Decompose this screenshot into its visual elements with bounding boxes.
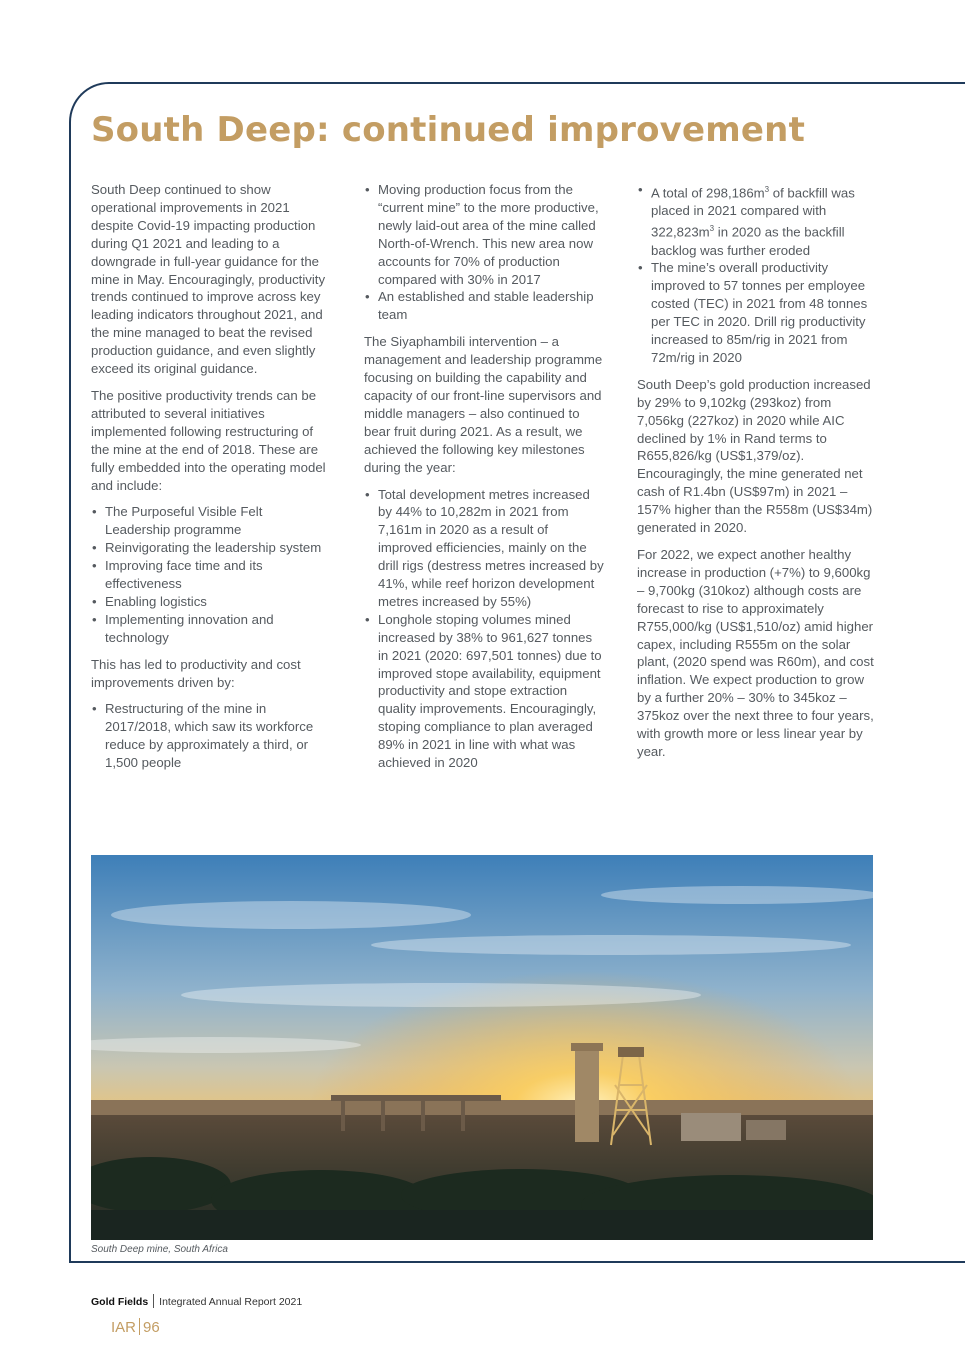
list-item: • An established and stable leadership team: [364, 288, 604, 324]
paragraph: South Deep’s gold production increased by 29% to 9,102kg (293koz) from 7,056kg (227koz) in 2020 while AIC declined by 1% in Rand terms to R655,826/kg (US$1,379/oz). Encouragingly, the mine generated net cash of R1.4bn (US$97m) in 2021 – 157% higher than the R558m (US$34m) generated in 2020.: [637, 376, 873, 536]
page-title: South Deep: continued improvement: [91, 110, 806, 150]
section-label: IAR: [111, 1319, 137, 1336]
page-number-divider: [139, 1318, 140, 1335]
list-item: • Improving face time and its effectiveness: [91, 557, 327, 593]
list-item: • The Purposeful Visible Felt Leadership programme: [91, 503, 327, 539]
paragraph: The positive productivity trends can be attributed to several initiatives implemented following restructuring of the mine at the end of 2018. These are fully embedded into the operating model and include:: [91, 387, 326, 493]
page-number: [111, 1318, 160, 1336]
list-item: • The mine’s overall productivity improved to 57 tonnes per employee costed (TEC) in 2021 from 48 tonnes per TEC in 2020. Drill rig productivity increased to 85m/rig in 2021 from 72m/rig in 2020: [637, 259, 877, 366]
paragraph: This has led to productivity and cost improvements driven by:: [91, 656, 301, 690]
column-2: [364, 181, 604, 781]
footer-report-title: Integrated Annual Report 2021: [159, 1296, 303, 1308]
page-number-value: 96: [143, 1319, 160, 1336]
bullet-list: [637, 181, 877, 367]
list-item: • Enabling logistics: [91, 593, 327, 611]
list-item-backfill: • A total of $298,186m^3$ of backfill was placed in 2021 compared with $322,823m^3$ in 2020 as the backfill backlog was further eroded: [637, 181, 877, 259]
list-item: • Moving production focus from the “current mine” to the more productive, newly laid-out area of the mine called North-of-Wrench. This new area now accounts for 70% of production compared with 30% in 2017: [364, 181, 604, 288]
footer-divider: [153, 1294, 154, 1308]
column-1: [91, 181, 327, 781]
paragraph: South Deep continued to show operational improvements in 2021 despite Covid-19 impacting production during Q1 2021 and leading to a downgrade in full-year guidance for the mine in May. Encouragingly, productivity trends continued to improve across key leading indicators throughout 2021, and the mine managed to beat the revised production guidance, and even slightly exceed its original guidance.: [91, 182, 326, 377]
list-item: • Reinvigorating the leadership system: [91, 539, 327, 557]
bullet-list: [91, 503, 327, 646]
column-3: [637, 181, 877, 770]
mine-photo: [91, 855, 873, 1240]
list-item: • Total development metres increased by 44% to 10,282m in 2021 from 7,161m in 2020 as a result of improved efficiencies, mainly on the drill rigs (destress metres increased by 41%, while reef horizon development metres increased by 55%): [364, 486, 604, 611]
bullet-list: [364, 486, 604, 773]
paragraph: The Siyaphambili intervention – a management and leadership programme focusing on building the capability and capacity of our front-line supervisors and middle managers – also continued to bear fruit during 2021. As a result, we achieved the following key milestones during the year:: [364, 334, 603, 475]
footer: [91, 1294, 302, 1308]
photo-caption: South Deep mine, South Africa: [91, 1244, 228, 1255]
list-item: • Restructuring of the mine in 2017/2018, which saw its workforce reduce by approximately a third, or 1,500 people: [91, 700, 327, 772]
bullet-list: [364, 181, 604, 324]
bullet-list: [91, 700, 327, 772]
paragraph: For 2022, we expect another healthy increase in production (+7%) to 9,600kg – 9,700kg (310koz) although costs are forecast to rise to approximately R755,000/kg (US$1,510/oz) amid higher capex, including R555m on the solar plant, (2020 spend was R60m), and cost inflation. We expect production to grow by a further 20% – 30% to 345koz – 375koz over the next three to four years, with growth more or less linear year by year.: [637, 547, 874, 759]
list-item: • Implementing innovation and technology: [91, 611, 327, 647]
list-item: • Longhole stoping volumes mined increased by 38% to 961,627 tonnes in 2021 (2020: 697,501 tonnes) due to improved stope availability, equipment productivity and stope extraction quality improvements. Encouragingly, stoping compliance to plan averaged 89% in 2021 in line with what was achieved in 2020: [364, 611, 604, 772]
footer-brand: Gold Fields: [91, 1296, 149, 1308]
